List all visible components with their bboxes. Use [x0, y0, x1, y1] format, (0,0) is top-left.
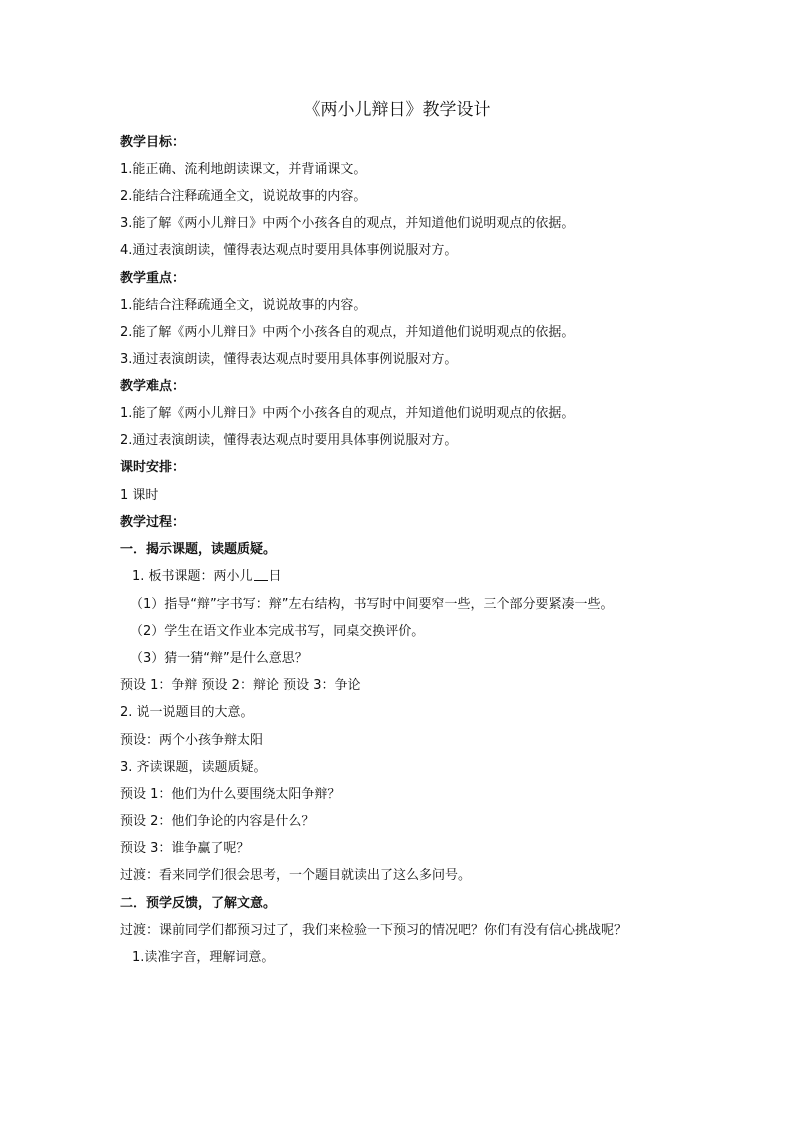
- blank-underline: [254, 568, 268, 581]
- preset-c1: 预设 1：他们为什么要围绕太阳争辩？: [120, 787, 341, 802]
- section1-transition: 过渡：看来同学们很会思考，一个题目就读出了这么多问号。: [120, 868, 472, 883]
- section2-heading: 二．预学反馈，了解文意。: [120, 896, 277, 911]
- key-point-item-2: 2.能了解《两小儿辩日》中两个小孩各自的观点，并知道他们说明观点的依据。: [120, 325, 575, 340]
- preset-a: 预设 1：争辩 预设 2：辩论 预设 3：争论: [120, 678, 361, 693]
- difficulty-item-1: 1.能了解《两小儿辩日》中两个小孩各自的观点，并知道他们说明观点的依据。: [120, 406, 575, 421]
- section1-sub1: （1）指导“辩”字书写：辩”左右结构，书写时中间要窄一些，三个部分要紧凑一些。: [130, 597, 614, 612]
- section2-step1: 1.读准字音，理解词意。: [132, 950, 275, 965]
- section1-step1: [132, 568, 702, 586]
- section1-sub2: （2）学生在语文作业本完成书写，同桌交换评价。: [130, 624, 425, 639]
- schedule-heading: 课时安排：: [120, 460, 186, 475]
- section1-sub3: （3）猜一猜“辩”是什么意思？: [130, 651, 308, 666]
- objective-item-3: 3.能了解《两小儿辩日》中两个小孩各自的观点，并知道他们说明观点的依据。: [120, 216, 575, 231]
- key-point-item-1: 1.能结合注释疏通全文，说说故事的内容。: [120, 298, 367, 313]
- objective-item-1: 1.能正确、流利地朗读课文，并背诵课文。: [120, 162, 367, 177]
- step1-suffix: 日: [268, 569, 282, 584]
- process-heading: 教学过程：: [120, 515, 186, 530]
- difficulty-item-2: 2.通过表演朗读，懂得表达观点时要用具体事例说服对方。: [120, 433, 458, 448]
- key-points-heading: 教学重点：: [120, 271, 186, 286]
- schedule-value: 1 课时: [120, 488, 159, 503]
- preset-c2: 预设 2：他们争论的内容是什么？: [120, 814, 315, 829]
- difficulties-heading: 教学难点：: [120, 379, 186, 394]
- section2-transition: 过渡：课前同学们都预习过了，我们来检验一下预习的情况吧？你们有没有信心挑战呢？: [120, 923, 628, 938]
- step1-prefix: 1. 板书课题：两小儿: [132, 569, 253, 584]
- objective-item-2: 2.能结合注释疏通全文，说说故事的内容。: [120, 189, 367, 204]
- preset-c3: 预设 3：谁争赢了呢？: [120, 841, 250, 856]
- document-title: 《两小儿辩日》教学设计: [303, 100, 491, 120]
- preset-b: 预设：两个小孩争辩太阳: [120, 733, 264, 748]
- section1-heading: 一．揭示课题，读题质疑。: [120, 542, 277, 557]
- objectives-heading: 教学目标：: [120, 135, 186, 150]
- objective-item-4: 4.通过表演朗读，懂得表达观点时要用具体事例说服对方。: [120, 243, 458, 258]
- key-point-item-3: 3.通过表演朗读，懂得表达观点时要用具体事例说服对方。: [120, 352, 458, 367]
- section1-step3: 3. 齐读课题，读题质疑。: [120, 760, 267, 775]
- section1-step2: 2. 说一说题目的大意。: [120, 705, 254, 720]
